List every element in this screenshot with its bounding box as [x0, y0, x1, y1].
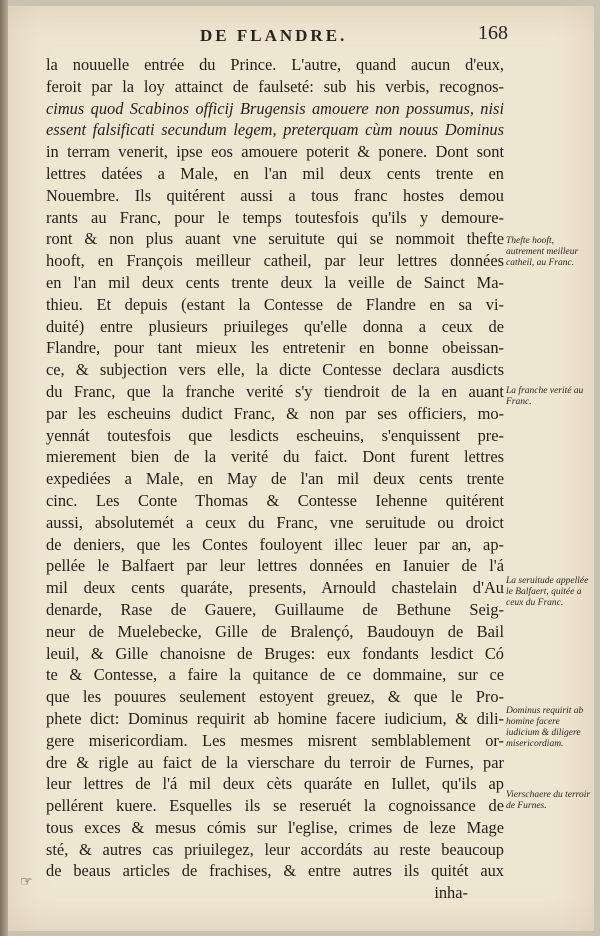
text-line: la nouuelle entrée du Prince. L'autre, quand aucun d'eux, [46, 55, 504, 74]
text-line: denarde, Rase de Gauere, Guillaume de Bethune Seig- [46, 599, 504, 619]
margin-note: Vierschaere du terroir de Furnes. [506, 790, 591, 811]
text-line: de beaus articles de frachises, & entre autres ils quitét aux [46, 861, 504, 881]
body-text [46, 54, 504, 904]
text-line: Flandre, pour tant mieux les entretenir en bonne obeissan- [46, 338, 504, 358]
text-line: feroit par la loy attainct de faulseté: sub his verbis, recognos- [46, 76, 504, 96]
running-title: DE FLANDRE. [200, 26, 348, 45]
text-line: dre & rigle au faict de la vierschare du terroir de Furnes, par [46, 752, 504, 772]
text-line: tous exces & mesus cómis sur l'eglise, crimes de leze Mage [46, 817, 504, 837]
text-line: te & Contesse, a faire la quitance de ce dommaine, sur ce [46, 665, 504, 685]
text-line: pellérent kuere. Esquelles ils se reseruét la cognoissance de [46, 796, 504, 816]
text-line: hooft, en François meilleur catheil, par leur lettres données [46, 251, 504, 271]
text-line: neur de Muelebecke, Gille de Bralençó, Baudouyn de Bail [46, 621, 504, 641]
margin-note: Thefte hooft, autrement meilleur catheil, au Franc. [506, 236, 579, 268]
text-line: thieu. Et depuis (estant la Contesse de Flandre en sa vi- [46, 294, 504, 314]
text-line: en l'an mil deux cents trente deux la veille de Sainct Ma- [46, 272, 504, 292]
text-line: de deniers, que les Contes fouloyent illec leuer par an, ap- [46, 534, 504, 554]
text-line: duité) entre plusieurs priuileges qu'elle donna a ceux de [46, 316, 504, 336]
margin-notes [506, 0, 594, 936]
text-line: leuil, & Gille chanoisne de Bruges: eux fondants lesdict Có [46, 643, 504, 663]
text-line: phete dict: Dominus requirit ab homine facere iudicium, & dili- [46, 708, 504, 728]
text-line: lettres datées a Male, en l'an mil deux cents trente en [46, 163, 504, 183]
text-line: ront & non plus auant vne seruitute qui se nommoit thefte [46, 229, 504, 249]
text-line: que les pouures seulement estoyent greuez, & que le Pro- [46, 687, 504, 707]
text-line: essent falsificati secundum legem, preterquam cùm nouus Dominus [46, 120, 504, 140]
margin-note: La seruitude appellée le Balfaert, quitée a ceux du Franc. [506, 576, 589, 608]
margin-note: Dominus requirit ab homine facere iudicium & diligere misericordiam. [506, 706, 584, 749]
catchword: inha- [434, 883, 468, 903]
text-line: mil deux cents quaráte, presents, Arnould chastelain d'Au [46, 578, 504, 598]
text-line: Nouembre. Ils quitérent aussi a tous franc hostes demou [46, 185, 504, 205]
text-line: leur lettres de l'á mil deux cèts quaráte en Iullet, qu'ils ap [46, 774, 504, 794]
page-number: 168 [478, 22, 508, 44]
text-line: pellée le Balfaert par leur lettres données en Ianuier de l'á [46, 556, 504, 576]
text-line: cinc. Les Conte Thomas & Contesse Iehenne quitérent [46, 490, 504, 510]
text-line: rants au Franc, pour le temps toutesfois qu'ils y demoure- [46, 207, 504, 227]
text-line: cimus quod Scabinos officij Brugensis amouere non possumus, nisi [46, 98, 504, 118]
text-line: yennát toutesfois que lesdicts escheuins, s'enquissent pre- [46, 425, 504, 445]
margin-note: La franche verité au Franc. [506, 386, 584, 407]
text-line: par les escheuins dudict Franc, & non par ses officiers, mo- [46, 403, 504, 423]
text-line: aussi, absolutemét a ceux du Franc, vne seruitude ou droict [46, 512, 504, 532]
pointing-hand-icon: ☞ [20, 875, 33, 890]
text-line: sté, & autres cas priuilegez, leur accordáts au reste beaucoup [46, 839, 504, 859]
page-gutter-shadow [0, 0, 8, 936]
text-line: gere misericordiam. Les mesmes misrent semblablement or- [46, 730, 504, 750]
text-line: expediées a Male, en May de l'an mil deux cents trente [46, 469, 504, 489]
text-line: du Franc, que la franche verité s'y tiendroit de la en auant [46, 381, 504, 401]
text-line: mierement bien de la verité du faict. Dont furent lettres [46, 447, 504, 467]
text-line: ce, & subjection vers elle, la dicte Contesse declara ausdicts [46, 360, 504, 380]
text-line: in terram venerit, ipse eos amouere poterit & ponere. Dont sont [46, 142, 504, 162]
